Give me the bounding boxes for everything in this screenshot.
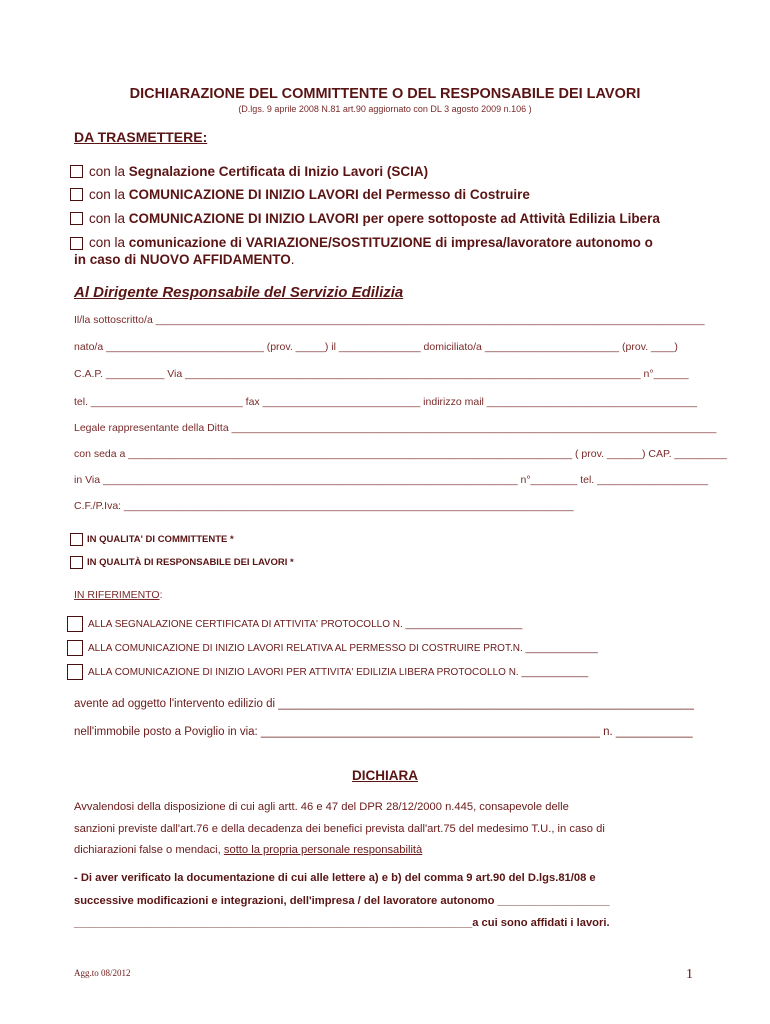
- declaration-line-2: sanzioni previste dall'art.76 e della decadenza dei benefici prevista dall'art.75 del medesimo T.U., in caso di: [74, 823, 605, 835]
- edilizia-libera-checkbox[interactable]: [70, 212, 83, 225]
- sede-field[interactable]: con seda a ____________________________________________________________________________ ( prov. ______) CAP. _________: [74, 448, 727, 460]
- committente-label: IN QUALITA' DI COMMITTENTE *: [87, 534, 234, 545]
- recipient-heading: Al Dirigente Responsabile del Servizio Edilizia: [74, 284, 404, 301]
- riferimento-heading: IN RIFERIMENTO:: [74, 589, 163, 601]
- ref-scia-label: ALLA SEGNALAZIONE CERTIFICATA DI ATTIVITA' PROTOCOLLO N. _____________________: [88, 619, 523, 630]
- page-title: DICHIARAZIONE DEL COMMITTENTE O DEL RESPONSABILE DEI LAVORI: [129, 86, 641, 102]
- legale-rappresentante-field[interactable]: Legale rappresentante della Ditta ___________________________________________________________________________________: [74, 422, 717, 434]
- sottoscritto-field[interactable]: Il/la sottoscritto/a ______________________________________________________________________________________________: [74, 314, 705, 326]
- nato-field[interactable]: nato/a ___________________________ (prov. _____) il ______________ domiciliato/a _______________________ (prov. ____): [74, 341, 678, 353]
- permesso-checkbox[interactable]: [70, 188, 83, 201]
- option-variazione-label: con la comunicazione di VARIAZIONE/SOSTITUZIONE di impresa/lavoratore autonomo o: [89, 235, 653, 250]
- option-edilizia-libera-label: con la COMUNICAZIONE DI INIZIO LAVORI per opere sottoposte ad Attività Edilizia Libera: [89, 211, 660, 226]
- contact-field[interactable]: tel. __________________________ fax ___________________________ indirizzo mail ____________________________________: [74, 396, 698, 408]
- ref-permesso-label: ALLA COMUNICAZIONE DI INIZIO LAVORI RELATIVA AL PERMESSO DI COSTRUIRE PROT.N. _____________: [88, 643, 598, 654]
- revision-note: Agg.to 08/2012: [74, 968, 131, 978]
- indirizzo-field[interactable]: in Via _______________________________________________________________________ n°________ tel. ___________________: [74, 474, 709, 486]
- committente-checkbox[interactable]: [70, 533, 83, 546]
- variazione-checkbox[interactable]: [70, 237, 83, 250]
- option-permesso-label: con la COMUNICAZIONE DI INIZIO LAVORI del Permesso di Costruire: [89, 187, 530, 202]
- da-trasmettere-heading: DA TRASMETTERE:: [74, 129, 208, 145]
- cap-via-field[interactable]: C.A.P. __________ Via ______________________________________________________________________________ n°______: [74, 368, 689, 380]
- immobile-field[interactable]: nell'immobile posto a Poviglio in via: _____________________________________________________ n. ____________: [74, 726, 693, 738]
- verifica-line-1: - Di aver verificato la documentazione di cui alle lettere a) e b) del comma 9 art.90 del D.lgs.81/08 e: [74, 872, 596, 884]
- ref-permesso-checkbox[interactable]: [67, 640, 83, 656]
- ref-scia-checkbox[interactable]: [67, 616, 83, 632]
- option-scia-label: con la Segnalazione Certificata di Inizio Lavori (SCIA): [89, 164, 429, 179]
- ref-edilizia-libera-checkbox[interactable]: [67, 664, 83, 680]
- verifica-line-2[interactable]: successive modificazioni e integrazioni, dell'impresa / del lavoratore autonomo __________________: [74, 895, 610, 907]
- declaration-line-3: dichiarazioni false o mendaci, sotto la propria personale responsabilità: [74, 844, 423, 856]
- ref-edilizia-libera-label: ALLA COMUNICAZIONE DI INIZIO LAVORI PER ATTIVITA' EDILIZIA LIBERA PROTOCOLLO N. ____________: [88, 667, 589, 678]
- responsabile-lavori-label: IN QUALITÀ DI RESPONSABILE DEI LAVORI *: [87, 557, 294, 568]
- oggetto-field[interactable]: avente ad oggetto l'intervento edilizio di _________________________________________________________________: [74, 698, 694, 710]
- responsabile-lavori-checkbox[interactable]: [70, 556, 83, 569]
- cf-piva-field[interactable]: C.F./P.Iva: _____________________________________________________________________________: [74, 500, 574, 512]
- page-number: 1: [686, 967, 693, 982]
- option-variazione-label-line2: in caso di NUOVO AFFIDAMENTO.: [74, 252, 295, 267]
- page-subtitle: (D.lgs. 9 aprile 2008 N.81 art.90 aggiornato con DL 3 agosto 2009 n.106 ): [238, 104, 532, 114]
- declaration-line-1: Avvalendosi della disposizione di cui agli artt. 46 e 47 del DPR 28/12/2000 n.445, consapevole delle: [74, 801, 569, 813]
- dichiara-heading: DICHIARA: [352, 768, 418, 783]
- scia-checkbox[interactable]: [70, 165, 83, 178]
- verifica-line-3[interactable]: ________________________________________________________________a cui sono affidati i lavori.: [74, 917, 610, 929]
